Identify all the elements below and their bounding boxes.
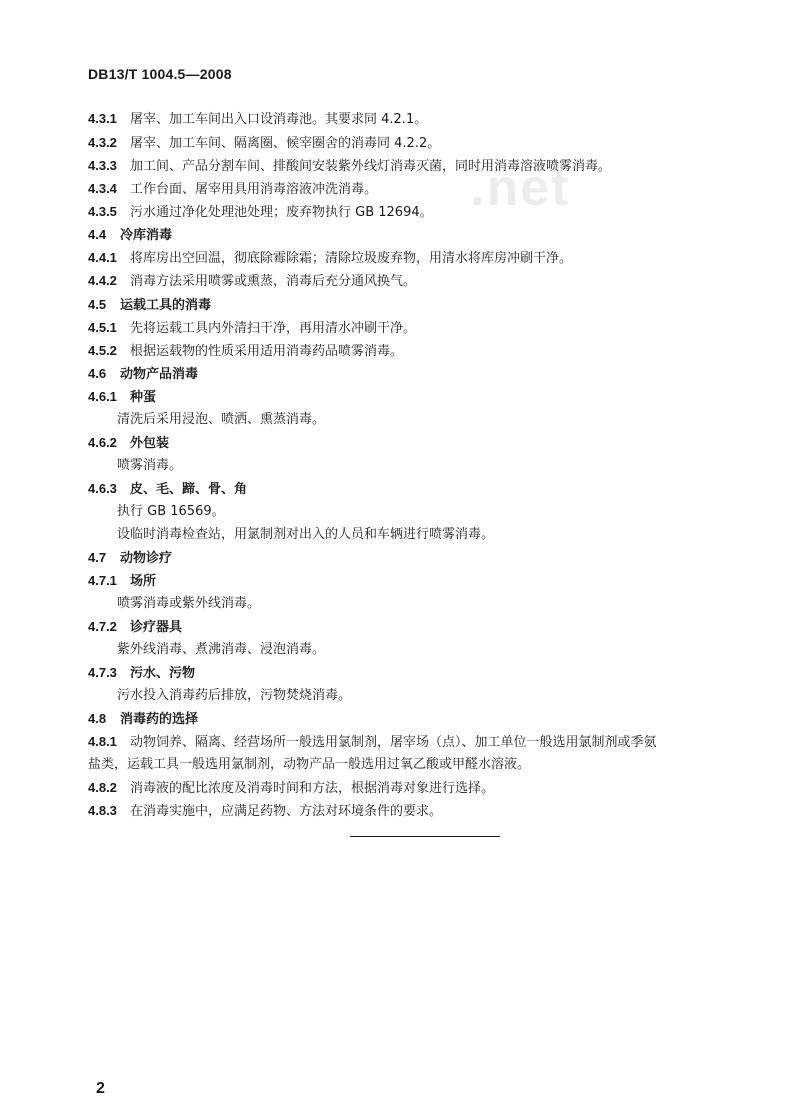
paragraph-text: 污水投入消毒药后排放，污物焚烧消毒。 xyxy=(117,688,352,703)
clause-number: 4.4.2 xyxy=(88,273,117,288)
clause-number: 4.5.1 xyxy=(88,320,117,335)
clause-4-3-3 xyxy=(88,155,611,177)
section-title: 动物产品消毒 xyxy=(120,367,199,382)
subsection-title: 外包装 xyxy=(130,436,170,451)
subsection-4-6-1-heading xyxy=(88,386,156,408)
subsection-4-7-1-heading xyxy=(88,570,156,592)
clause-text: 工作台面、屠宰用具用消毒溶液冲洗消毒。 xyxy=(130,182,378,197)
clause-text: 先将运载工具内外清扫干净，再用清水冲刷干净。 xyxy=(130,321,417,336)
section-4-8-heading xyxy=(88,708,198,730)
clause-number: 4.4.1 xyxy=(88,250,117,265)
section-title: 冷库消毒 xyxy=(120,228,173,243)
clause-text: 将库房出空回温，彻底除霉除霜；清除垃圾废弃物，用清水将库房冲刷干净。 xyxy=(130,251,573,266)
section-4-6-heading xyxy=(88,363,198,385)
paragraph xyxy=(117,409,325,431)
end-rule-divider xyxy=(350,836,500,837)
clause-number: 4.3.1 xyxy=(88,111,117,126)
clause-4-3-2 xyxy=(88,132,440,154)
clause-4-4-1 xyxy=(88,247,572,269)
subsection-number: 4.6.3 xyxy=(88,481,117,496)
paragraph xyxy=(117,501,225,523)
paragraph-text: 喷雾消毒或紫外线消毒。 xyxy=(117,596,261,611)
section-number: 4.8 xyxy=(88,711,107,726)
section-title: 消毒药的选择 xyxy=(120,712,199,727)
subsection-4-6-2-heading xyxy=(88,432,169,454)
clause-number: 4.3.2 xyxy=(88,135,117,150)
subsection-number: 4.6.1 xyxy=(88,389,117,404)
clause-number: 4.3.4 xyxy=(88,181,117,196)
section-number: 4.4 xyxy=(88,227,107,242)
clause-4-8-1-continued xyxy=(88,754,530,776)
subsection-number: 4.7.2 xyxy=(88,619,117,634)
paragraph xyxy=(117,593,260,615)
paragraph-text: 喷雾消毒。 xyxy=(117,458,183,473)
clause-text: 屠宰、加工车间出入口设消毒池。其要求同 4.2.1。 xyxy=(130,112,428,127)
paragraph xyxy=(117,685,351,707)
paragraph-text: 设临时消毒检查站，用氯制剂对出入的人员和车辆进行喷雾消毒。 xyxy=(117,527,495,542)
page-number: 2 xyxy=(96,1080,105,1097)
clause-text: 消毒方法采用喷雾或熏蒸，消毒后充分通风换气。 xyxy=(130,274,417,289)
watermark-text: .net xyxy=(470,159,571,217)
page-header: DB13/T 1004.5—2008 xyxy=(88,66,232,82)
section-4-5-heading xyxy=(88,294,211,316)
section-number: 4.7 xyxy=(88,550,107,565)
subsection-number: 4.7.1 xyxy=(88,573,117,588)
clause-number: 4.3.3 xyxy=(88,158,117,173)
section-title: 动物诊疗 xyxy=(120,551,173,566)
clause-4-3-5 xyxy=(88,201,433,223)
paragraph xyxy=(117,524,494,546)
clause-text: 消毒液的配比浓度及消毒时间和方法，根据消毒对象进行选择。 xyxy=(130,781,495,796)
clause-number: 4.8.2 xyxy=(88,780,117,795)
subsection-title: 皮、毛、蹄、骨、角 xyxy=(130,482,248,497)
clause-number: 4.8.1 xyxy=(88,734,117,749)
clause-4-5-1 xyxy=(88,317,416,339)
paragraph-text: 紫外线消毒、煮沸消毒、浸泡消毒。 xyxy=(117,642,326,657)
clause-number: 4.8.3 xyxy=(88,803,117,818)
section-number: 4.6 xyxy=(88,366,107,381)
paragraph xyxy=(117,455,182,477)
section-4-7-heading xyxy=(88,547,172,569)
clause-4-8-3 xyxy=(88,800,442,822)
clause-4-3-1 xyxy=(88,108,427,130)
subsection-4-7-3-heading xyxy=(88,662,195,684)
section-4-4-heading xyxy=(88,224,172,246)
subsection-number: 4.7.3 xyxy=(88,665,117,680)
clause-text: 盐类，运载工具一般选用氯制剂，动物产品一般选用过氧乙酸或甲醛水溶液。 xyxy=(88,757,531,772)
paragraph-text: 清洗后采用浸泡、喷洒、熏蒸消毒。 xyxy=(117,412,326,427)
paragraph-text: 执行 GB 16569。 xyxy=(117,504,225,519)
subsection-title: 种蛋 xyxy=(130,390,157,405)
clause-4-4-2 xyxy=(88,270,416,292)
section-title: 运载工具的消毒 xyxy=(120,298,212,313)
subsection-title: 诊疗器具 xyxy=(130,620,183,635)
subsection-title: 场所 xyxy=(130,574,157,589)
subsection-title: 污水、污物 xyxy=(130,666,196,681)
section-number: 4.5 xyxy=(88,297,107,312)
subsection-4-7-2-heading xyxy=(88,616,182,638)
subsection-number: 4.6.2 xyxy=(88,435,117,450)
clause-text: 加工间、产品分割车间、排酸间安装紫外线灯消毒灭菌，同时用消毒溶液喷雾消毒。 xyxy=(130,159,612,174)
clause-number: 4.3.5 xyxy=(88,204,117,219)
clause-4-3-4 xyxy=(88,178,377,200)
clause-text: 屠宰、加工车间、隔离圈、候宰圈舍的消毒同 4.2.2。 xyxy=(130,136,441,151)
clause-4-8-1 xyxy=(88,731,657,753)
clause-text: 根据运载物的性质采用适用消毒药品喷雾消毒。 xyxy=(130,344,404,359)
clause-text: 在消毒实施中，应满足药物、方法对环境条件的要求。 xyxy=(130,804,443,819)
clause-4-5-2 xyxy=(88,340,403,362)
subsection-4-6-3-heading xyxy=(88,478,247,500)
clause-text: 动物饲养、隔离、经营场所一般选用氯制剂，屠宰场（点）、加工单位一般选用氯制剂或季氨 xyxy=(130,735,657,750)
clause-4-8-2 xyxy=(88,777,494,799)
clause-text: 污水通过净化处理池处理；废弃物执行 GB 12694。 xyxy=(130,205,433,220)
clause-number: 4.5.2 xyxy=(88,343,117,358)
paragraph xyxy=(117,639,325,661)
